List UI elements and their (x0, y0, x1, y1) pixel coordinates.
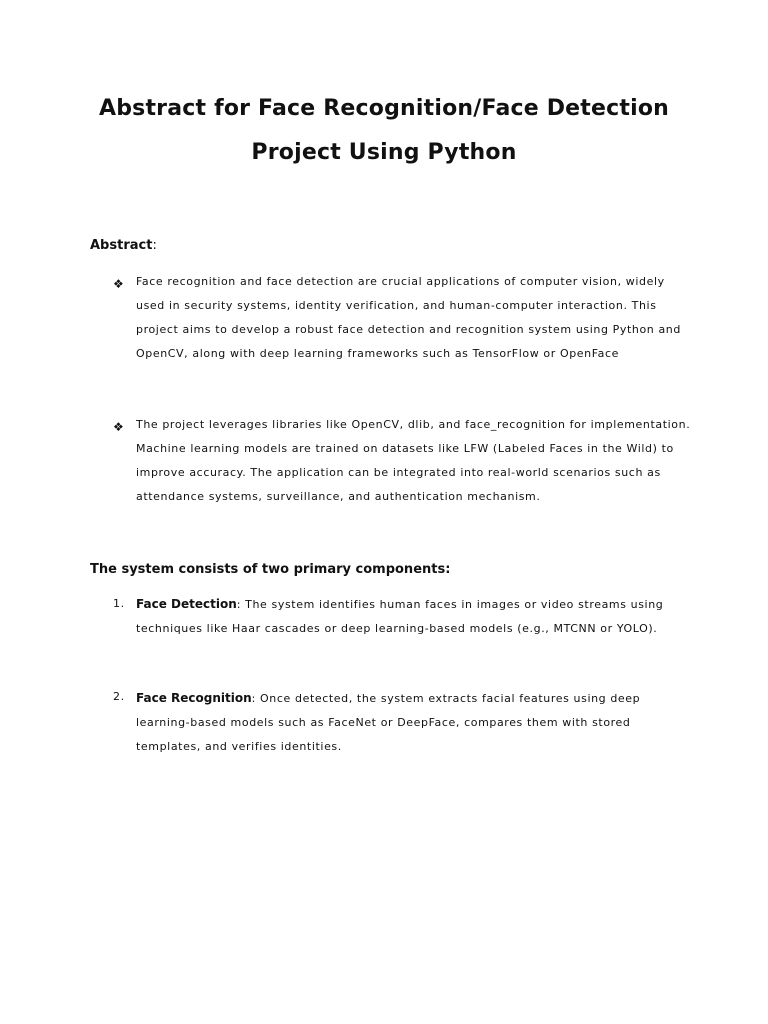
document-title-line-1: Abstract for Face Recognition/Face Detection (98, 96, 670, 121)
component-lead: Face Recognition (136, 691, 252, 705)
component-lead-colon: : (251, 692, 256, 705)
abstract-heading-text: Abstract (90, 238, 153, 253)
component-item-face-detection (136, 592, 696, 641)
abstract-bullet-paragraph: Face recognition and face detection are crucial applications of computer vision, widely used in security systems, identity verification, and human-computer interaction. This project aims to develop a robust face detection and recognition system using Python and OpenCV, along with deep learning frameworks such as TensorFlow or OpenFace (136, 275, 681, 360)
abstract-heading-colon: : (152, 238, 157, 253)
component-lead-colon: : (236, 598, 242, 611)
components-heading: The system consists of two primary components: (90, 562, 451, 577)
component-item-face-recognition (136, 686, 696, 759)
list-number: 2. (113, 690, 125, 703)
abstract-heading (90, 238, 157, 253)
diamond-bullet-icon: ❖ (113, 277, 124, 291)
component-description: The system identifies human faces in images or video streams using techniques like Haar cascades or deep learning-based models (e.g., MTCNN or YOLO). (136, 598, 664, 635)
component-description: Once detected, the system extracts facial features using deep learning-based models such as FaceNet or DeepFace, compares them with stored templates, and verifies identities. (136, 692, 641, 753)
diamond-bullet-icon: ❖ (113, 420, 124, 434)
document-title-line-2: Project Using Python (251, 140, 517, 165)
abstract-bullet-paragraph: The project leverages libraries like OpenCV, dlib, and face_recognition for implementation. Machine learning models are trained on datasets like LFW (Labeled Faces in the Wild) to improve accuracy. The application can be integrated into real-world scenarios such as attendance systems, surveillance, and authentication mechanism. (136, 418, 691, 503)
list-number: 1. (113, 597, 125, 610)
component-lead: Face Detection (136, 597, 237, 611)
